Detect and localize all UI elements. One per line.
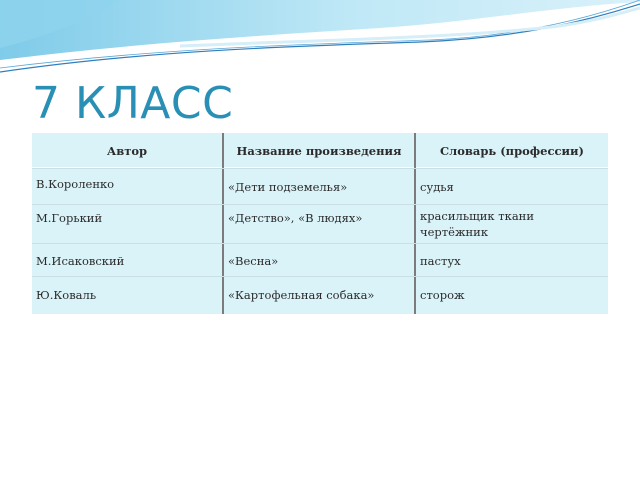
work-cell: «Дети подземелья» [224, 169, 414, 204]
author-cell: М.Исаковский [32, 244, 222, 276]
dictionary-cell: судья [416, 169, 608, 204]
literature-table [32, 133, 608, 314]
column-divider [222, 133, 224, 314]
work-cell: «Картофельная собака» [224, 277, 414, 314]
author-cell: М.Горький [32, 205, 222, 243]
row-divider [32, 204, 608, 205]
dictionary-cell: красильщик ткани чертёжник [416, 205, 608, 243]
work-cell: «Весна» [224, 244, 414, 276]
author-cell: Ю.Коваль [32, 277, 222, 314]
row-divider [32, 276, 608, 277]
header-work: Название произведения [224, 133, 414, 167]
work-cell: «Детство», «В людях» [224, 205, 414, 243]
decorative-wave-banner [0, 0, 640, 80]
dictionary-cell: сторож [416, 277, 608, 314]
slide-title: 7 КЛАСС [32, 78, 234, 129]
dictionary-cell: пастух [416, 244, 608, 276]
author-cell: В.Короленко [32, 169, 222, 204]
header-author: Автор [32, 133, 222, 167]
row-divider [32, 243, 608, 244]
row-divider [32, 168, 608, 169]
column-divider [414, 133, 416, 314]
header-dictionary: Словарь (профессии) [416, 133, 608, 167]
